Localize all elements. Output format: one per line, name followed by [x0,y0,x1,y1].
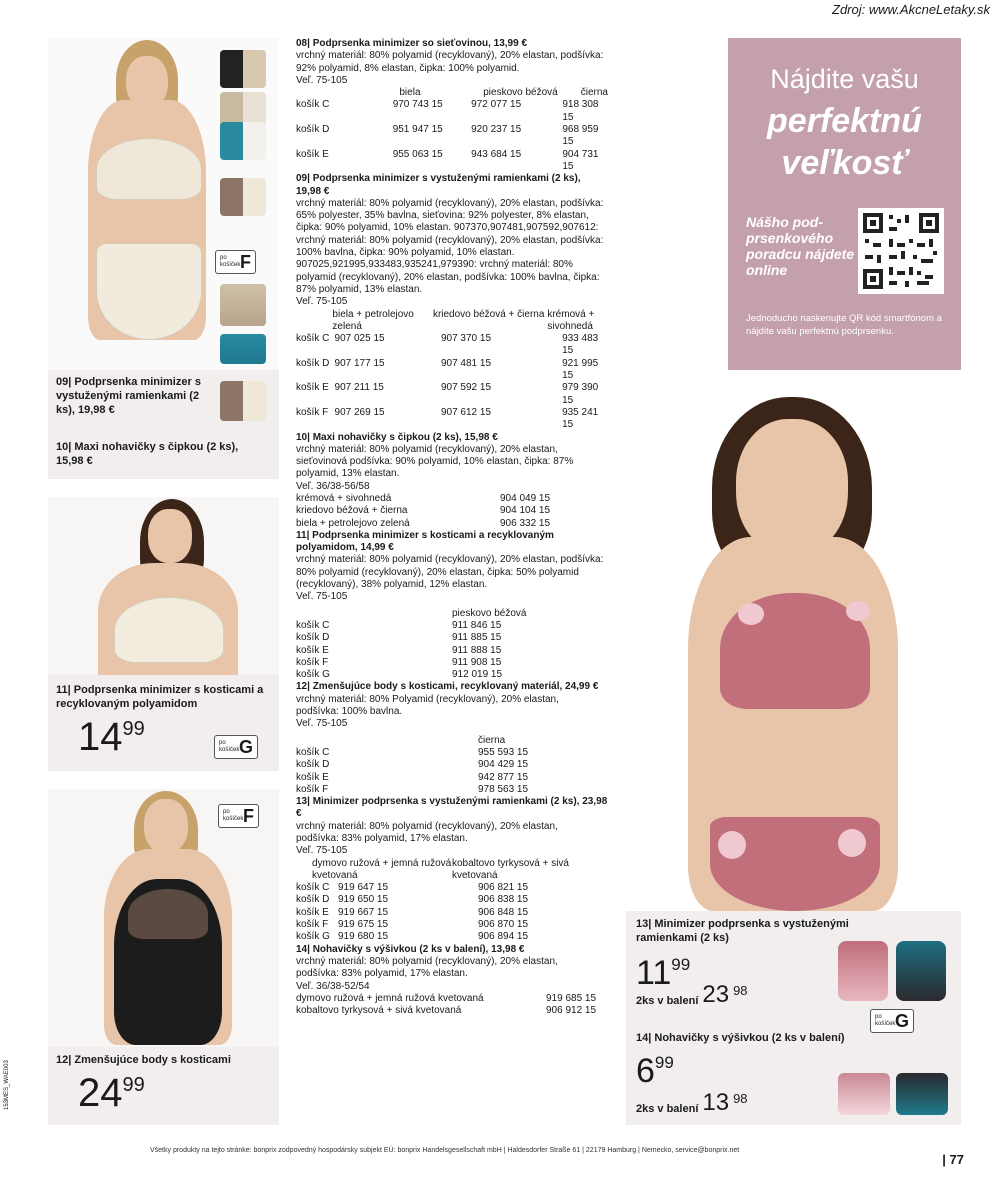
product-09-col2: krémová + sivohnedá [547,308,595,332]
table-row [296,1005,608,1017]
cup-size-badge-11-letter: G [239,736,254,757]
code-cell: 904 429 15 [478,759,529,771]
code-cell: 955 593 15 [478,746,529,758]
table-row [296,407,608,432]
table-row [296,657,608,669]
product-09-heading: 09| Podprsenka minimizer s vystuženými ramienkami (2 ks), 19,98 € [296,173,581,197]
caption-12-text: Zmenšujúce body s kosticami [74,1054,231,1066]
caption-13: 13| Minimizer podprsenka s vystuženými ramienkami (2 ks) [636,918,849,944]
product-14-sizes: Veľ. 36/38-52/54 [296,980,370,992]
pack-14 [636,1091,748,1115]
cup-size-badge-11 [214,735,258,759]
product-photo-11 [48,497,279,675]
product-08-col3: čierna [580,87,608,99]
pack-13-int: 23 [702,981,730,1008]
pack-13-cents: 98 [733,983,748,998]
code-cell: 906 838 15 [478,894,529,906]
size-cell: košík G [296,669,330,681]
caption-11: 11| Podprsenka minimizer s kosticami a recyklovaným polyamidom [56,684,264,710]
code-cell: 906 332 15 [500,517,551,529]
table-row [296,759,608,771]
table-row [296,747,608,759]
size-cell: košík F [296,656,329,668]
qr-code-icon[interactable] [858,208,944,294]
pack-13 [636,983,748,1007]
advisor-title-2: perfektnú [767,102,922,140]
caption-14-num: 14 [636,1032,649,1044]
code-cell: 907 211 15 [334,382,384,394]
product-10-heading: 10| Maxi nohavičky s čipkou (2 ks), 15,98 € [296,431,498,443]
caption-10-num: 10 [56,441,69,453]
price-14 [636,1051,674,1091]
code-cell: 911 888 15 [452,644,502,656]
caption-09-num: 09 [56,376,69,388]
size-advisor-box [728,38,961,370]
code-cell: 920 237 15 [471,124,522,136]
footer-legal: Všetky produkty na tejto stránke: bonprix zodpovedný hospodársky subjekt EÚ: bonprix Handelsgesellschaft mbH | Haldesdorfer Straße 61 | 22179 Hamburg | Nemecko, service@bonprix.net [150,1147,740,1154]
product-10-desc: vrchný materiál: 80% polyamid (recyklovaný), 20% elastan, sieťovinová podšívka: 90% polyamid, 10% elastan, čipka: 87% polyamid, 13% elastan. [296,443,574,480]
advisor-title-3: veľkosť [781,144,908,182]
price-11-int: 14 [78,715,123,759]
code-cell: 906 894 15 [478,931,529,943]
cup-size-badge-13 [870,1009,914,1033]
table-row [296,894,608,906]
size-cell: košík E [296,906,329,918]
product-panel-11 [48,497,279,771]
code-cell: 942 877 15 [478,771,529,783]
color-cell: dymovo ružová + jemná ružová kvetovaná [296,992,484,1004]
table-row [296,493,608,505]
table-row [296,620,608,632]
code-cell: 906 821 15 [478,882,529,894]
caption-11-num: 11 [56,684,68,696]
product-08-heading: 08| Podprsenka minimizer so sieťovinou, 13,99 € [296,38,528,49]
code-cell: 907 177 15 [334,357,385,369]
code-cell: 919 680 15 [338,931,389,943]
code-cell: 906 912 15 [546,1005,597,1017]
pack-14-label: 2ks v balení [636,1103,699,1115]
code-cell: 935 241 15 [562,406,599,431]
product-09-col1: kriedovo béžová + čierna [432,308,545,320]
product-panel-09-10 [48,38,279,479]
size-cell: košík C [296,619,330,631]
table-row [296,382,608,407]
product-10-sizes: Veľ. 36/38-56/58 [296,480,370,492]
table-row [296,333,608,358]
size-cell: košík F [296,783,329,795]
product-panel-12 [48,789,279,1125]
code-cell: 933 483 15 [562,333,599,357]
size-cell: košík D [296,357,330,369]
code-cell: 968 959 15 [562,124,599,148]
product-09-desc: vrchný materiál: 80% polyamid (recyklovaný), 20% elastan, podšívka: 65% polyester, 35% bavlna, sieťovina: 92% polyester, 8% elastan, čipka: 90% polyamid, 10% elastan. 907370,907481,907592,907612: vrchný materiál: 80% polyamid (recyklovaný), 20% elastan, podšívka: 100% bavlna, čipka: 90% polyamid, 10% elastan. 907025,921995,933483,935241,979390: vrchný materiál: 80% polyamid (recyklovaný), 20% elastan, podšívka: 100% bavlna, čipka: 87% polyamid, 13% elastan. [296,197,604,295]
product-08-desc: vrchný materiál: 80% polyamid (recyklovaný), 20% elastan, podšívka: 92% polyamid, 8% elastan, čipka: 100% polyamid. [296,50,604,74]
source-label: Zdroj: www.AkcneLetaky.sk [832,2,990,17]
size-cell: košík C [296,333,330,345]
table-row [296,505,608,517]
product-12-color-header [296,735,608,747]
table-row [296,518,608,530]
page-number: | 77 [942,1152,964,1167]
caption-12: 12| Zmenšujúce body s kosticami [56,1054,231,1066]
code-cell: 906 870 15 [478,919,529,931]
cup-size-badge-letter: F [240,251,251,272]
price-11 [78,717,145,757]
size-cell: košík D [296,759,330,771]
code-cell: 919 647 15 [338,882,389,894]
code-cell: 943 684 15 [471,148,522,160]
cup-size-badge-12-letter: F [243,805,254,826]
size-cell: košík D [296,124,330,136]
caption-10-text: Maxi nohavičky s čipkou (2 ks), 15,98 € [56,441,239,467]
size-cell: košík G [296,931,330,943]
cup-size-badge-12-label: po košíček [223,809,244,822]
pack-14-cents: 98 [733,1091,748,1106]
product-11-sizes: Veľ. 75-105 [296,591,348,603]
product-12-heading: 12| Zmenšujúce body s kosticami, recyklovaný materiál, 24,99 € [296,681,599,693]
code-cell: 911 885 15 [452,632,502,644]
product-14-heading: 14| Nohavičky s výšivkou (2 ks v balení), 13,98 € [296,943,525,955]
size-cell: košík D [296,894,330,906]
cup-size-badge-11-label: po košíček [219,740,240,753]
pack-14-int: 13 [702,1089,730,1116]
color-cell: kobaltovo tyrkysová + sivá kvetovaná [296,1005,462,1017]
code-cell: 919 650 15 [338,894,389,906]
side-code: 153MES_WAE003 [4,1060,10,1110]
product-11-heading: 11| Podprsenka minimizer s kosticami a recyklovaným polyamidom, 14,99 € [296,529,554,554]
product-13-desc: vrchný materiál: 80% polyamid (recyklovaný), 20% elastan, podšívka: 83% polyamid, 17% elastan. [296,820,558,844]
product-11-desc: vrchný materiál: 80% polyamid (recyklovaný), 20% elastan, podšívka: 80% polyamid (recyklovaný), 20% elastan, čipka: 50% polyamid (recyklovaný), 38% polyamid, 12% elastan. [296,554,604,591]
product-12-desc: vrchný materiál: 80% Polyamid (recyklovaný), 20% elastan, podšívka: 100% bavlna. [296,693,559,718]
table-row [296,358,608,383]
product-08-col1: biela [399,87,421,99]
product-13-col1: kobaltovo tyrkysová + sivá kvetovaná [452,857,569,881]
code-cell: 907 612 15 [440,406,492,418]
caption-12-num: 12 [56,1054,69,1066]
price-14-cents: 99 [654,1053,674,1072]
code-cell: 919 675 15 [338,919,389,931]
size-cell: košík E [296,382,329,394]
cup-size-badge-12 [218,804,259,828]
code-cell: 918 308 15 [562,99,599,123]
code-cell: 955 063 15 [392,148,443,160]
advisor-title-1: Nájdite vašu [770,64,919,94]
product-09-color-header [296,309,608,334]
code-cell: 972 077 15 [471,99,522,111]
table-row [296,669,608,681]
code-cell: 979 390 15 [562,382,599,406]
code-cell: 951 947 15 [392,124,443,136]
size-cell: košík C [296,746,330,758]
code-cell: 919 685 15 [546,992,597,1004]
code-cell: 919 667 15 [338,906,389,918]
size-cell: košík C [296,882,330,894]
code-cell: 907 592 15 [440,382,492,394]
table-row [296,99,608,124]
pack-13-label: 2ks v balení [636,995,699,1007]
size-cell: košík D [296,632,330,644]
table-row [296,772,608,784]
product-08-sizes: Veľ. 75-105 [296,74,348,86]
product-panel-13-14 [626,397,961,1125]
product-14-desc: vrchný materiál: 80% polyamid (recyklovaný), 20% elastan, podšívka: 83% polyamid, 17% elastan. [296,955,558,980]
size-cell: košík E [296,771,329,783]
product-08-col2: pieskovo béžová [483,87,558,99]
caption-14: 14| Nohavičky s výšivkou (2 ks v balení) [636,1032,845,1044]
price-12-int: 24 [78,1071,123,1115]
code-cell: 904 104 15 [500,505,551,517]
caption-09-text: Podprsenka minimizer s vystuženými ramienkami (2 ks), 19,98 € [56,376,201,416]
price-13-int: 11 [636,954,672,992]
product-13-sizes: Veľ. 75-105 [296,845,348,857]
table-row [296,931,608,943]
product-12-color: čierna [478,734,506,746]
code-cell: 911 846 15 [452,619,502,631]
color-cell: kriedovo béžová + čierna [296,505,408,517]
code-cell: 907 269 15 [334,406,385,418]
product-13-heading: 13| Minimizer podprsenka s vystuženými ramienkami (2 ks), 23,98 € [296,796,608,820]
product-photo-13 [626,397,961,911]
product-12-sizes: Veľ. 75-105 [296,718,348,730]
product-09-col0: biela + petrolejovo zelená [332,308,414,332]
size-cell: košík E [296,644,329,656]
code-cell: 906 848 15 [478,906,529,918]
caption-13-text: Minimizer podprsenka s vystuženými ramienkami (2 ks) [636,918,849,944]
code-cell: 904 731 15 [562,148,599,172]
table-row [296,124,608,149]
price-13-cents: 99 [671,955,691,974]
product-13-col0: dymovo ružová + jemná ružová kvetovaná [312,857,452,881]
code-cell: 904 049 15 [500,492,551,504]
price-12 [78,1073,145,1113]
table-row [296,149,608,174]
code-cell: 911 908 15 [452,656,502,668]
code-cell: 907 370 15 [440,333,492,345]
size-cell: košík F [296,919,329,931]
price-12-cents: 99 [122,1074,145,1096]
price-14-int: 6 [636,1052,655,1090]
table-row [296,632,608,644]
product-13-color-header [296,858,608,883]
price-11-cents: 99 [122,718,145,740]
table-row [296,993,608,1005]
product-11-color-header [296,608,608,620]
caption-09: 09| Podprsenka minimizer s vystuženými ramienkami (2 ks), 19,98 € [56,376,201,416]
cup-size-badge-13-letter: G [895,1010,910,1031]
advisor-description: Jednoducho naskenujte QR kód smartfónom a nájdite vašu perfektnú podprsenku. [746,313,942,337]
cup-size-badge-label: po košíček [220,255,241,268]
cup-size-badge [215,250,256,274]
caption-14-text: Nohavičky s výšivkou (2 ks v balení) [654,1032,845,1044]
cup-size-badge-13-label: po košíček [875,1014,896,1027]
code-cell: 907 025 15 [334,333,385,345]
color-cell: biela + petrolejovo zelená [296,517,410,529]
product-11-color: pieskovo béžová [452,607,527,619]
table-row [296,907,608,919]
code-cell: 921 995 15 [562,357,599,382]
product-details-column [296,38,608,1017]
table-row [296,645,608,657]
code-cell: 912 019 15 [452,669,503,681]
product-09-sizes: Veľ. 75-105 [296,296,348,308]
table-row [296,919,608,931]
size-cell: košík C [296,99,330,111]
size-cell: košík E [296,148,329,160]
table-row [296,784,608,796]
advisor-subtitle: Nášho podprsenkového poradcu nájdete online [746,214,855,278]
product-photo-09 [48,38,279,370]
code-cell: 907 481 15 [440,357,492,369]
product-08-color-header [296,87,608,99]
size-cell: košík F [296,406,329,418]
caption-11-text: Podprsenka minimizer s kosticami a recyklovaným polyamidom [56,684,264,710]
color-cell: krémová + sivohnedá [296,492,392,504]
caption-13-num: 13 [636,918,649,930]
caption-10: 10| Maxi nohavičky s čipkou (2 ks), 15,98 € [56,441,239,467]
code-cell: 978 563 15 [478,783,529,795]
code-cell: 970 743 15 [392,99,443,111]
table-row [296,882,608,894]
